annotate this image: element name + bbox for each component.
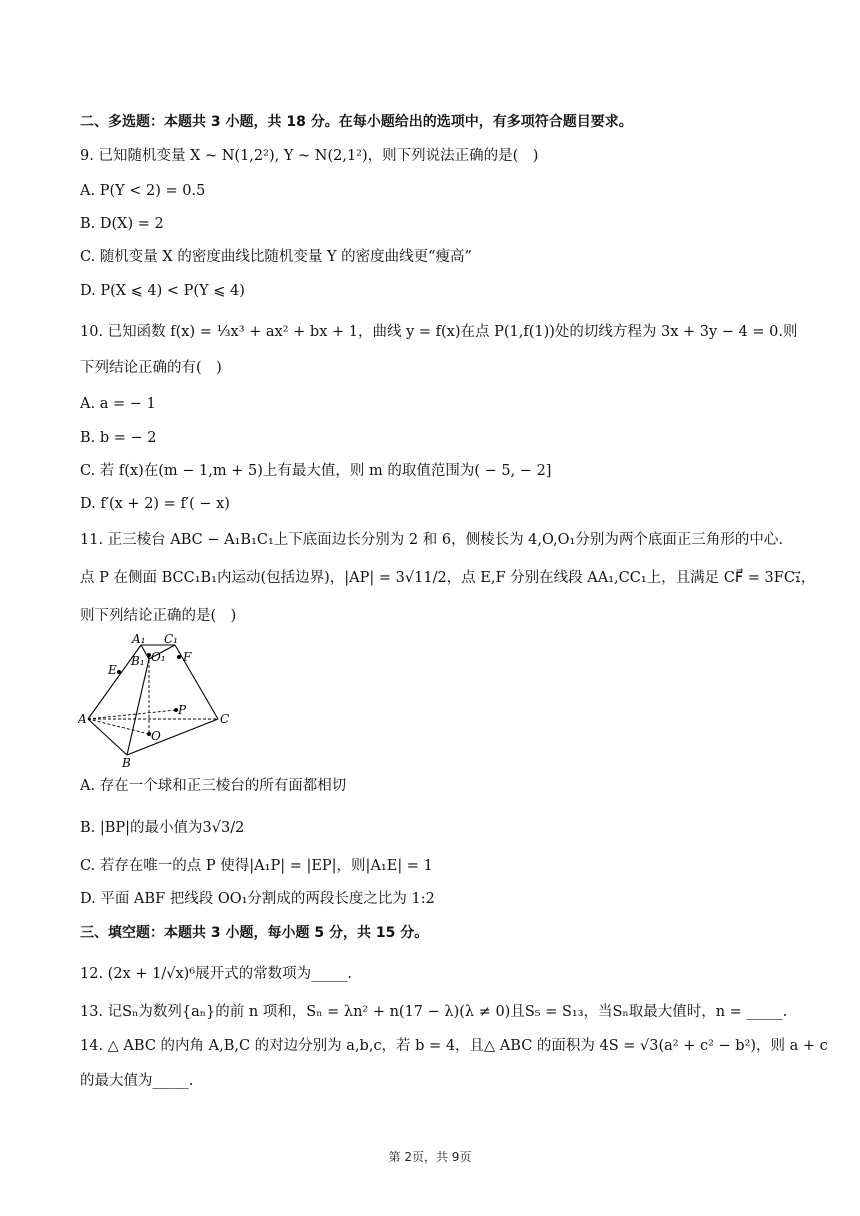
question-13: 13. 记Sₙ为数列{aₙ}的前 n 项和，Sₙ = λn² + n(17 − λ)(λ ≠ 0)且S₅ = S₁₃，当Sₙ取最大值时，n = _____. <box>80 1004 788 1020</box>
segment-a-o <box>88 719 149 734</box>
label-a1: A₁ <box>132 632 146 646</box>
question-11-stem-line-3: 则下列结论正确的是( ) <box>80 608 237 624</box>
question-10-option-c: C. 若 f(x)在(m − 1,m + 5)上有最大值，则 m 的取值范围为( − 5, − 2] <box>80 463 552 479</box>
question-9-option-a: A. P(Y < 2) = 0.5 <box>80 183 206 199</box>
label-a: A <box>78 712 87 726</box>
label-o: O <box>151 729 161 743</box>
edge-a-b <box>88 719 127 755</box>
question-9-option-d: D. P(X ⩽ 4) < P(Y ⩽ 4) <box>80 283 245 299</box>
label-p: P <box>178 703 187 717</box>
label-c1: C₁ <box>164 632 178 646</box>
question-11-option-c: C. 若存在唯一的点 P 使得|A₁P| = |EP|，则|A₁E| = 1 <box>80 858 433 874</box>
page-footer: 第 2页，共 9页 <box>388 1150 472 1164</box>
label-e: E <box>108 663 117 677</box>
label-f: F <box>183 650 192 664</box>
question-10-option-a: A. a = − 1 <box>80 396 156 412</box>
question-10-option-b: B. b = − 2 <box>80 430 157 446</box>
question-10-stem-line-1: 10. 已知函数 f(x) = ⅓x³ + ax² + bx + 1，曲线 y = f(x)在点 P(1,f(1))处的切线方程为 3x + 3y − 4 = 0.则 <box>80 324 798 340</box>
label-o1: O₁ <box>151 650 166 664</box>
question-9-option-c: C. 随机变量 X 的密度曲线比随机变量 Y 的密度曲线更“瘦高” <box>80 249 472 265</box>
question-11-option-b: B. |BP|的最小值为3√3/2 <box>80 820 245 836</box>
question-10-option-d: D. f′(x + 2) = f′( − x) <box>80 496 230 512</box>
point-f <box>177 655 181 659</box>
question-11-stem-line-2: 点 P 在侧面 BCC₁B₁内运动(包括边界)，|AP| = 3√11/2，点 E,F 分别在线段 AA₁,CC₁上，且满足 CF⃗ = 3FC₁⃗， <box>80 570 816 586</box>
frustum-figure <box>78 630 238 770</box>
edge-b-c <box>127 719 218 755</box>
question-10-stem-line-2: 下列结论正确的有( ) <box>80 360 222 376</box>
point-e <box>117 670 121 674</box>
label-c: C <box>220 712 230 726</box>
label-b: B <box>122 756 131 770</box>
question-14-line-1: 14. △ ABC 的内角 A,B,C 的对边分别为 a,b,c，若 b = 4，且△ ABC 的面积为 4S = √3(a² + c² − b²)，则 a + c <box>80 1038 828 1054</box>
label-b1: B₁ <box>131 654 145 668</box>
question-11-option-a: A. 存在一个球和正三棱台的所有面都相切 <box>80 778 347 794</box>
question-9-stem: 9. 已知随机变量 X ~ N(1,2²), Y ~ N(2,1²)，则下列说法正确的是( ) <box>80 148 539 164</box>
section-header-multiple-choice: 二、多选题：本题共 3 小题，共 18 分。在每小题给出的选项中，有多项符合题目要求。 <box>80 114 633 130</box>
section-header-fill-in: 三、填空题：本题共 3 小题，每小题 5 分，共 15 分。 <box>80 925 429 941</box>
segment-a-p <box>88 710 176 719</box>
question-12: 12. (2x + 1/√x)⁶展开式的常数项为_____. <box>80 966 352 982</box>
edge-b1-b <box>127 659 149 755</box>
question-11-option-d: D. 平面 ABF 把线段 OO₁分割成的两段长度之比为 1:2 <box>80 891 435 907</box>
question-11-stem-line-1: 11. 正三棱台 ABC − A₁B₁C₁上下底面边长分别为 2 和 6，侧棱长为 4,O,O₁分别为两个底面正三角形的中心. <box>80 532 783 548</box>
question-9-option-b: B. D(X) = 2 <box>80 216 164 232</box>
question-14-line-2: 的最大值为_____. <box>80 1073 194 1089</box>
